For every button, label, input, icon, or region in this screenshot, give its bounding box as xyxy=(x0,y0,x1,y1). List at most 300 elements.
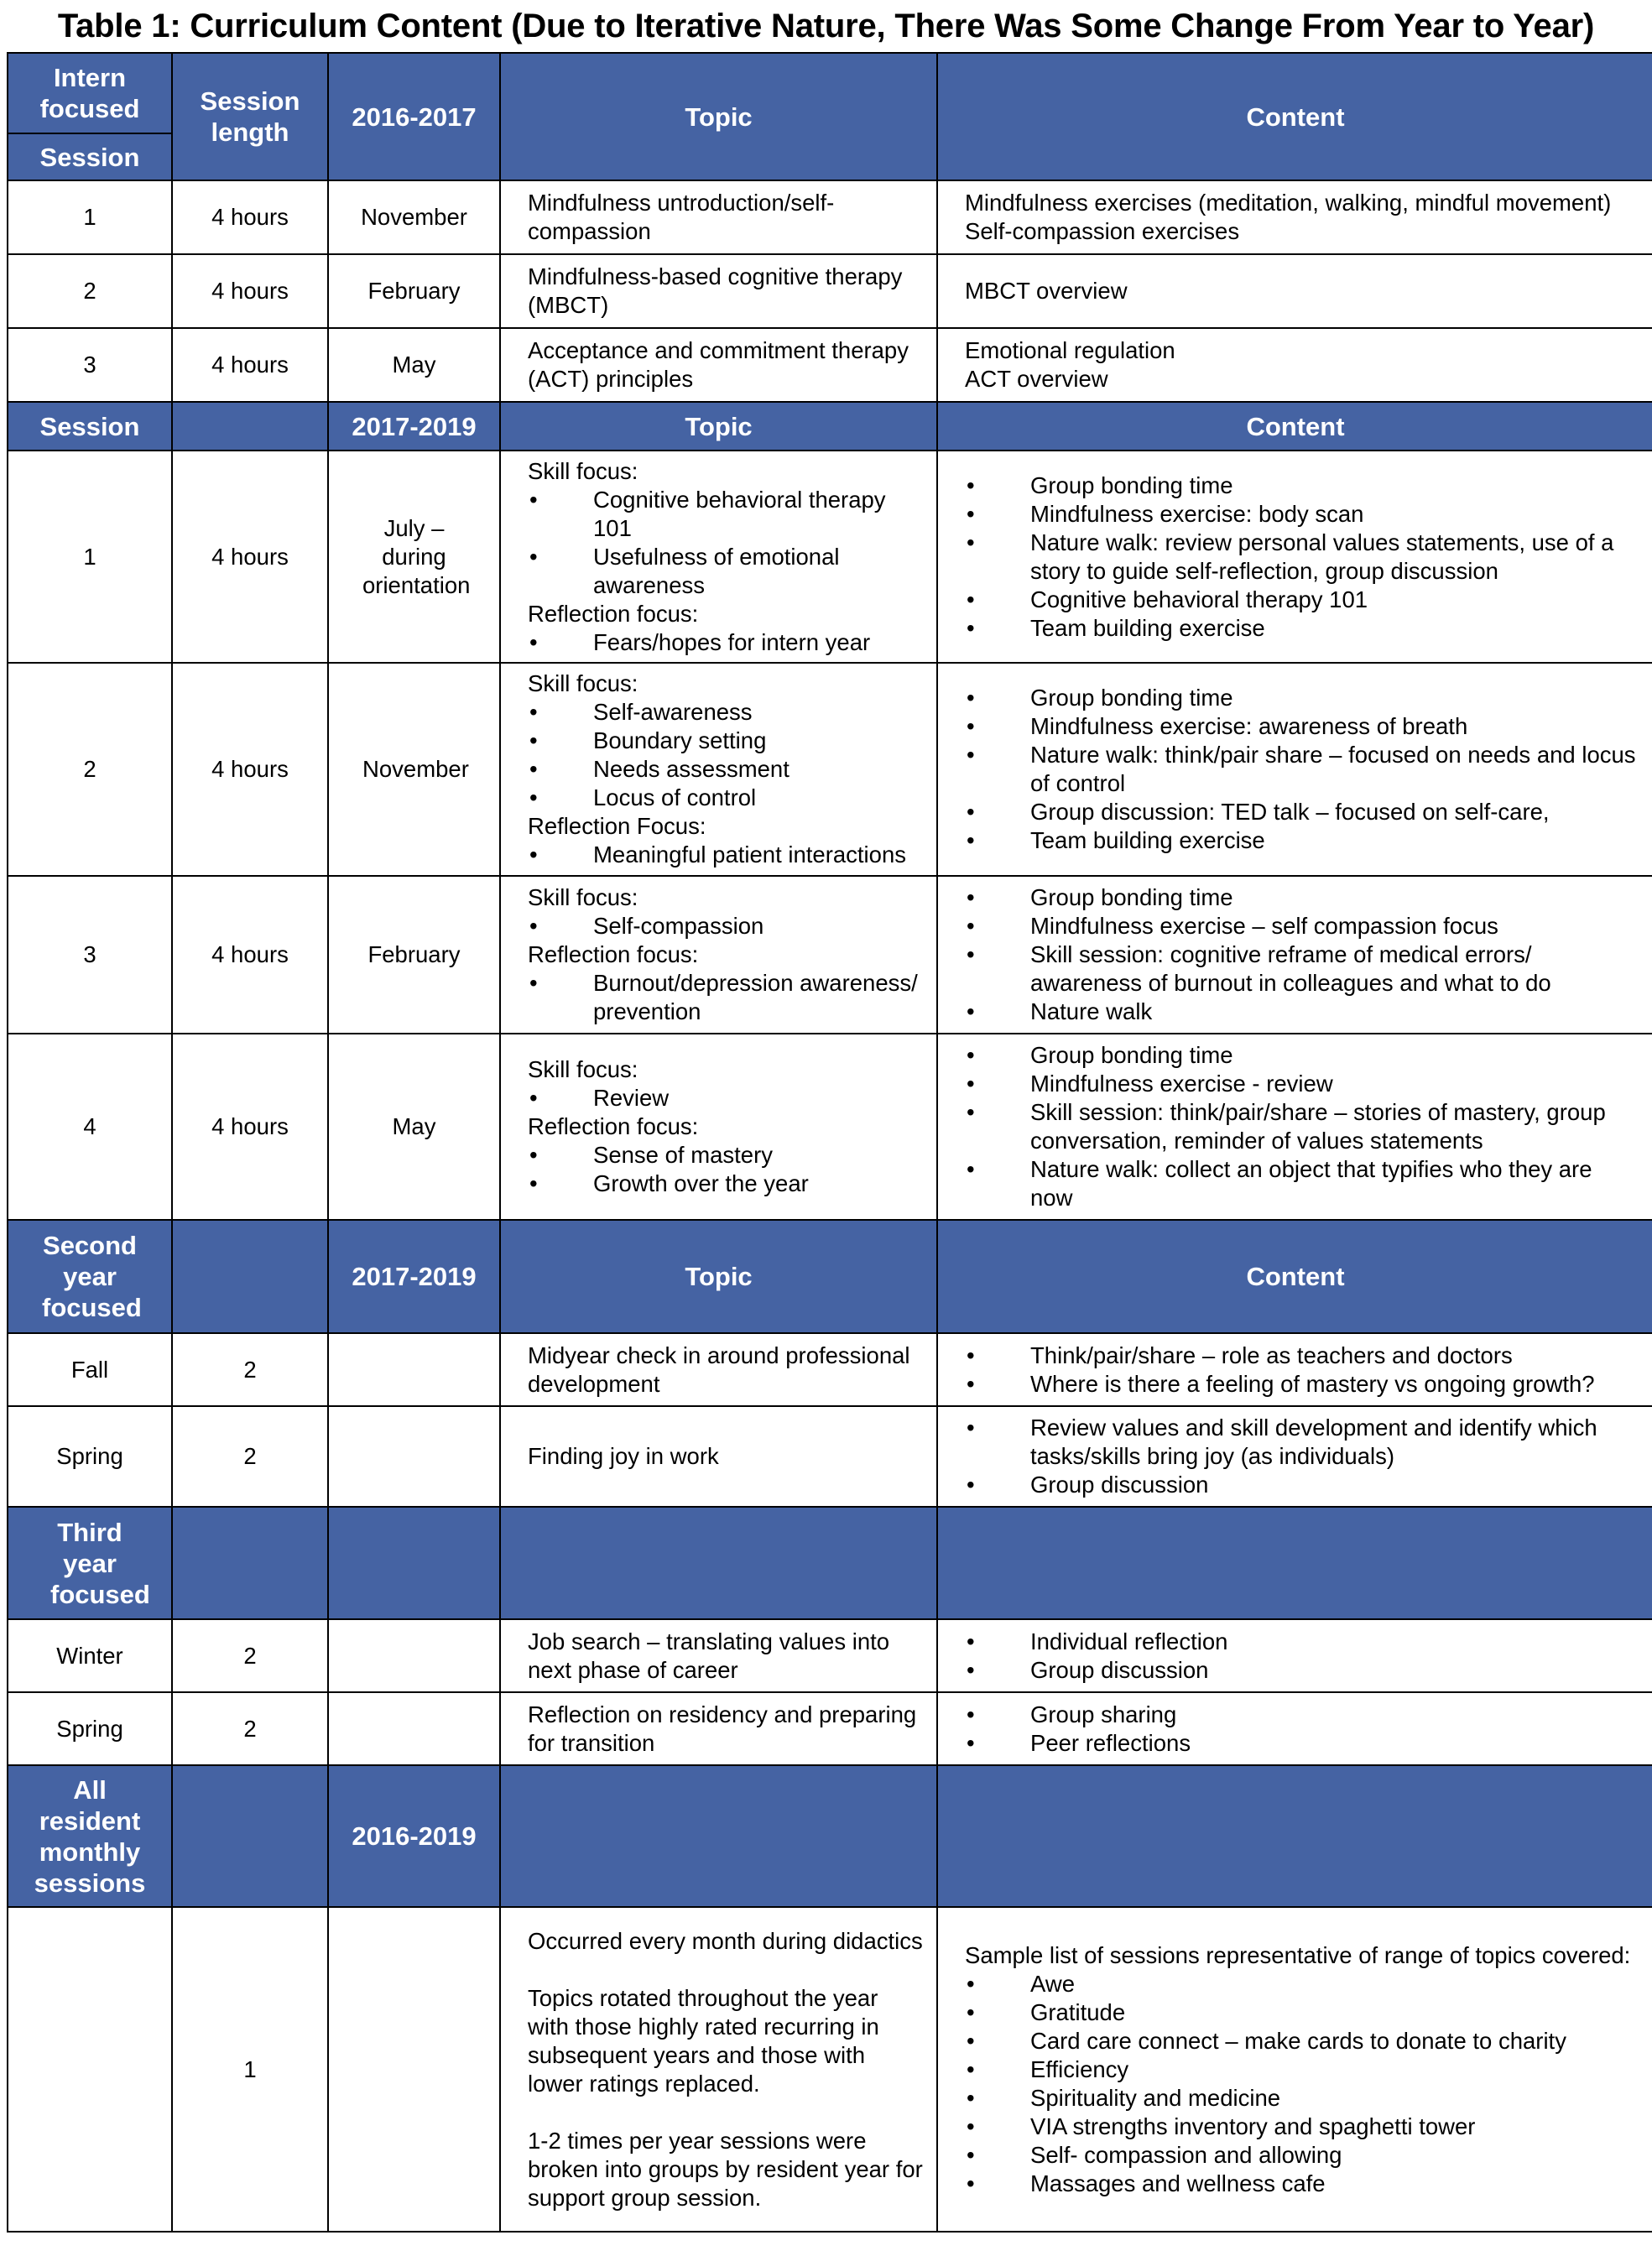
bullet-glyph: • xyxy=(529,970,538,996)
bullet-text: Self-compassion xyxy=(593,913,764,939)
table-cell xyxy=(328,1692,500,1765)
bullet-text: Team building exercise xyxy=(1030,614,1265,641)
table-cell xyxy=(328,1619,500,1692)
table-cell xyxy=(500,254,937,328)
table-cell xyxy=(500,1034,937,1220)
table-cell xyxy=(500,1692,937,1765)
table-cell xyxy=(328,1406,500,1507)
bullet-text: Gratitude xyxy=(1030,1998,1126,2025)
bullet-text: Group bonding time xyxy=(1030,884,1233,910)
table-cell xyxy=(8,254,172,328)
table-cell xyxy=(172,180,328,254)
session-number: 4 xyxy=(83,1113,96,1139)
session-length: 4 hours xyxy=(211,543,289,570)
bullet-glyph: • xyxy=(529,913,538,939)
table-cell xyxy=(937,1034,1652,1220)
session-month: February xyxy=(367,278,461,304)
table-cell xyxy=(500,1406,937,1507)
bullet-text: Sense of mastery xyxy=(593,1142,773,1168)
bullet-text: Group bonding time xyxy=(1030,472,1233,498)
session-term: Fall xyxy=(70,1356,109,1383)
all-resident-header: All resident monthly sessions xyxy=(34,1774,146,1898)
table-cell xyxy=(937,1220,1652,1333)
table-cell xyxy=(500,876,937,1034)
table-row xyxy=(8,1692,1652,1765)
bullet-text: Awe xyxy=(1030,1970,1075,1997)
bullet-text: Fears/hopes for intern year xyxy=(593,628,871,655)
table-row xyxy=(8,1333,1652,1406)
table-cell xyxy=(937,876,1652,1034)
content-header: Content xyxy=(1246,1262,1345,1291)
content-item xyxy=(965,883,1639,912)
session-length: 2 xyxy=(243,1356,257,1383)
topic-text: Mindfulness-based cognitive therapy (MBCT) xyxy=(528,263,903,318)
bullet-glyph: • xyxy=(967,2084,975,2111)
bullet-text: Group discussion xyxy=(1030,1472,1209,1498)
bullet-glyph: • xyxy=(967,1656,975,1683)
table-cell xyxy=(937,328,1652,402)
table-cell xyxy=(172,402,328,451)
skill-item xyxy=(528,912,923,940)
bullet-text: Group bonding time xyxy=(1030,685,1233,711)
session-length: 4 hours xyxy=(211,352,289,378)
table-cell xyxy=(500,1619,937,1692)
bullet-text: Individual reflection xyxy=(1030,1628,1228,1654)
table-cell xyxy=(8,663,172,876)
bullet-glyph: • xyxy=(967,1370,975,1397)
table-cell xyxy=(937,1692,1652,1765)
topic-text: Acceptance and commitment therapy (ACT) principles xyxy=(528,337,909,392)
topic-paragraph: Topics rotated throughout the year with those highly rated recurring in subsequent years and those with lower ratings replaced. xyxy=(528,1984,879,2097)
skill-focus-label: Skill focus: xyxy=(528,670,638,696)
topic-text: Finding joy in work xyxy=(528,1443,719,1469)
skill-item xyxy=(528,1084,923,1112)
table-cell xyxy=(328,1507,500,1619)
content-item xyxy=(965,712,1639,741)
table-row xyxy=(8,1507,1652,1619)
table-cell xyxy=(172,1406,328,1507)
table-cell xyxy=(328,451,500,663)
bullet-text: VIA strengths inventory and spaghetti tower xyxy=(1030,2113,1476,2139)
topic-text: Reflection on residency and preparing for transition xyxy=(528,1701,917,1756)
table-row xyxy=(8,1406,1652,1507)
bullet-glyph: • xyxy=(967,2141,975,2168)
table-cell xyxy=(328,1333,500,1406)
table-cell xyxy=(8,402,172,451)
content-item xyxy=(965,1471,1639,1499)
paragraph-gap xyxy=(528,2098,923,2127)
table-cell xyxy=(500,53,937,180)
content-item xyxy=(965,2141,1639,2170)
table-cell xyxy=(8,53,172,133)
skill-item xyxy=(528,543,923,600)
table-row xyxy=(8,1765,1652,1907)
table-cell xyxy=(937,1333,1652,1406)
bullet-text: Cognitive behavioral therapy 101 xyxy=(593,486,886,541)
bullet-glyph: • xyxy=(967,1729,975,1756)
bullet-glyph: • xyxy=(967,742,975,768)
bullet-glyph: • xyxy=(967,1042,975,1068)
content-item xyxy=(965,1998,1639,2027)
topic-text: Midyear check in around professional development xyxy=(528,1342,910,1397)
bullet-text: Boundary setting xyxy=(593,727,767,753)
table-cell xyxy=(328,180,500,254)
bullet-text: Self-awareness xyxy=(593,699,753,725)
topic-text: Job search – translating values into next phase of career xyxy=(528,1628,890,1683)
table-cell xyxy=(937,53,1652,180)
table-cell xyxy=(172,1692,328,1765)
table-cell xyxy=(172,663,328,876)
content-item xyxy=(965,1729,1639,1758)
bullet-glyph: • xyxy=(967,1970,975,1997)
table-cell xyxy=(937,451,1652,663)
content-item xyxy=(965,684,1639,712)
session-number: 2 xyxy=(83,756,96,782)
session-number: 1 xyxy=(83,204,96,230)
table-row xyxy=(8,1220,1652,1333)
content-item xyxy=(965,614,1639,643)
session-length: 4 hours xyxy=(211,204,289,230)
table-cell xyxy=(937,1619,1652,1692)
table-cell xyxy=(500,1220,937,1333)
table-row xyxy=(8,254,1652,328)
table-cell xyxy=(937,1907,1652,2232)
table-row xyxy=(8,451,1652,663)
session-month: November xyxy=(361,204,467,230)
bullet-glyph: • xyxy=(967,2170,975,2196)
table-cell xyxy=(172,1034,328,1220)
bullet-glyph: • xyxy=(529,699,538,725)
bullet-text: Review xyxy=(593,1085,670,1111)
table-cell xyxy=(328,1907,500,2232)
bullet-text: Group sharing xyxy=(1030,1701,1177,1727)
second-year-header: Second year focused xyxy=(42,1231,142,1322)
bullet-glyph: • xyxy=(967,1415,975,1441)
bullet-text: Usefulness of emotional awareness xyxy=(593,543,840,598)
table-cell xyxy=(500,451,937,663)
bullet-glyph: • xyxy=(967,1156,975,1182)
table-cell xyxy=(8,1220,172,1333)
bullet-glyph: • xyxy=(529,543,538,570)
table-cell xyxy=(328,1034,500,1220)
skill-focus-label: Skill focus: xyxy=(528,1056,638,1082)
reflection-item xyxy=(528,969,923,1026)
session-length: 4 hours xyxy=(211,756,289,782)
years-header: 2017-2019 xyxy=(352,411,477,441)
topic-header: Topic xyxy=(685,102,753,132)
bullet-text: Self- compassion and allowing xyxy=(1030,2141,1342,2168)
table-cell xyxy=(172,1619,328,1692)
table-cell xyxy=(500,1507,937,1619)
table-cell xyxy=(8,876,172,1034)
content-item xyxy=(965,798,1639,826)
topic-paragraph: Occurred every month during didactics xyxy=(528,1927,923,1954)
session-term: Spring xyxy=(56,1715,123,1742)
bullet-text: Mindfulness exercise - review xyxy=(1030,1071,1333,1097)
bullet-text: Group discussion xyxy=(1030,1656,1209,1683)
table-cell xyxy=(937,1765,1652,1907)
table-cell xyxy=(328,1765,500,1907)
paragraph-gap xyxy=(528,1956,923,1984)
content-item xyxy=(965,1370,1639,1399)
bullet-text: Group bonding time xyxy=(1030,1042,1233,1068)
table-cell xyxy=(172,451,328,663)
bullet-text: Card care connect – make cards to donate to charity xyxy=(1030,2027,1566,2054)
table-row xyxy=(8,328,1652,402)
table-cell xyxy=(328,663,500,876)
bullet-glyph: • xyxy=(967,529,975,555)
content-line: ACT overview xyxy=(965,366,1108,392)
session-month: July – during orientation xyxy=(362,514,471,598)
table-cell xyxy=(172,328,328,402)
table-cell xyxy=(328,254,500,328)
bullet-glyph: • xyxy=(529,486,538,513)
content-line: Emotional regulation xyxy=(965,337,1175,363)
content-item xyxy=(965,741,1639,798)
skill-item xyxy=(528,784,923,812)
content-item xyxy=(965,1970,1639,1998)
content-item xyxy=(965,2084,1639,2113)
table-cell xyxy=(8,1507,172,1619)
session-length-header: Session length xyxy=(200,86,300,147)
table-cell xyxy=(937,180,1652,254)
content-item xyxy=(965,826,1639,855)
table-cell xyxy=(8,133,172,180)
bullet-glyph: • xyxy=(967,500,975,527)
bullet-glyph: • xyxy=(967,884,975,910)
table-cell xyxy=(172,1333,328,1406)
content-item xyxy=(965,472,1639,500)
bullet-glyph: • xyxy=(967,685,975,711)
content-item xyxy=(965,1155,1639,1212)
reflection-focus-label: Reflection Focus: xyxy=(528,813,706,839)
bullet-text: Review values and skill development and identify which tasks/skills bring joy (as individuals) xyxy=(1030,1415,1597,1469)
bullet-glyph: • xyxy=(967,827,975,853)
content-item xyxy=(965,1070,1639,1098)
table-cell xyxy=(8,1765,172,1907)
bullet-text: Think/pair/share – role as teachers and doctors xyxy=(1030,1342,1513,1368)
table-row xyxy=(8,402,1652,451)
content-item xyxy=(965,1628,1639,1656)
bullet-glyph: • xyxy=(529,1142,538,1168)
years-header: 2017-2019 xyxy=(352,1262,477,1291)
topic-text: Mindfulness untroduction/self-compassion xyxy=(528,190,835,244)
third-year-header: Third year focused xyxy=(50,1517,150,1609)
bullet-glyph: • xyxy=(529,1170,538,1196)
bullet-glyph: • xyxy=(529,727,538,753)
session-length: 4 hours xyxy=(211,1113,289,1139)
table-cell xyxy=(500,1907,937,2232)
table-cell xyxy=(8,1619,172,1692)
skill-focus-label: Skill focus: xyxy=(528,884,638,910)
session-number: 3 xyxy=(83,941,96,967)
bullet-text: Nature walk xyxy=(1030,998,1153,1024)
session-length: 4 hours xyxy=(211,941,289,967)
bullet-text: Growth over the year xyxy=(593,1170,809,1196)
table-cell xyxy=(8,180,172,254)
table-cell xyxy=(8,1034,172,1220)
table-cell xyxy=(8,1907,172,2232)
bullet-glyph: • xyxy=(967,2113,975,2139)
table-cell xyxy=(172,254,328,328)
bullet-glyph: • xyxy=(967,1342,975,1368)
session-length: 2 xyxy=(243,1642,257,1669)
intern-focused-header: Intern focused xyxy=(39,63,140,123)
session-header: Session xyxy=(39,142,140,172)
bullet-text: Mindfulness exercise – self compassion focus xyxy=(1030,913,1498,939)
content-line: Self-compassion exercises xyxy=(965,218,1240,244)
reflection-focus-label: Reflection focus: xyxy=(528,600,699,627)
curriculum-table xyxy=(7,52,1652,2233)
table-cell xyxy=(328,328,500,402)
years-header: 2016-2019 xyxy=(352,1821,477,1851)
bullet-glyph: • xyxy=(967,1998,975,2025)
bullet-text: Where is there a feeling of mastery vs ongoing growth? xyxy=(1030,1370,1595,1397)
content-item xyxy=(965,1656,1639,1685)
content-item xyxy=(965,1701,1639,1729)
table-cell xyxy=(500,328,937,402)
bullet-glyph: • xyxy=(967,998,975,1024)
bullet-glyph: • xyxy=(967,1701,975,1727)
session-number: 2 xyxy=(83,278,96,304)
content-item xyxy=(965,1414,1639,1471)
skill-item xyxy=(528,486,923,543)
table-cell xyxy=(8,451,172,663)
skill-item xyxy=(528,698,923,727)
session-term: Winter xyxy=(56,1642,123,1669)
table-cell xyxy=(500,1333,937,1406)
session-month: May xyxy=(392,1113,436,1139)
bullet-glyph: • xyxy=(967,2027,975,2054)
skill-item xyxy=(528,727,923,755)
table-cell xyxy=(172,53,328,180)
table-row xyxy=(8,663,1652,876)
content-line: Mindfulness exercises (meditation, walking, mindful movement) xyxy=(965,190,1612,216)
bullet-text: Group discussion: TED talk – focused on self-care, xyxy=(1030,799,1550,825)
bullet-glyph: • xyxy=(529,628,538,655)
skill-item xyxy=(528,755,923,784)
table-cell xyxy=(937,1507,1652,1619)
topic-header: Topic xyxy=(685,411,753,441)
reflection-focus-label: Reflection focus: xyxy=(528,1113,699,1139)
table-row xyxy=(8,1034,1652,1220)
bullet-glyph: • xyxy=(967,1071,975,1097)
bullet-text: Meaningful patient interactions xyxy=(593,841,907,867)
bullet-glyph: • xyxy=(967,799,975,825)
bullet-glyph: • xyxy=(529,841,538,867)
content-item xyxy=(965,2027,1639,2055)
bullet-text: Mindfulness exercise: awareness of breath xyxy=(1030,713,1468,739)
session-length: 1 xyxy=(243,2055,257,2082)
bullet-text: Massages and wellness cafe xyxy=(1030,2170,1326,2196)
table-cell xyxy=(172,1507,328,1619)
table-row xyxy=(8,53,1652,133)
table-title: Table 1: Curriculum Content (Due to Iterative Nature, There Was Some Change From Year to Year) xyxy=(57,8,1595,44)
reflection-item xyxy=(528,1170,923,1198)
content-item xyxy=(965,529,1639,586)
skill-focus-label: Skill focus: xyxy=(528,457,638,484)
content-item xyxy=(965,912,1639,940)
table-cell xyxy=(172,1220,328,1333)
session-month: May xyxy=(392,352,436,378)
table-cell xyxy=(937,254,1652,328)
table-cell xyxy=(172,876,328,1034)
session-term: Spring xyxy=(56,1443,123,1469)
bullet-glyph: • xyxy=(967,2055,975,2082)
bullet-text: Skill session: think/pair/share – stories of mastery, group conversation, reminder of values statements xyxy=(1030,1099,1606,1154)
bullet-glyph: • xyxy=(967,472,975,498)
table-cell xyxy=(937,663,1652,876)
bullet-glyph: • xyxy=(529,784,538,810)
table-cell xyxy=(8,328,172,402)
session-number: 1 xyxy=(83,543,96,570)
table-cell xyxy=(8,1333,172,1406)
content-item xyxy=(965,998,1639,1026)
bullet-glyph: • xyxy=(967,941,975,967)
table-cell xyxy=(937,1406,1652,1507)
bullet-text: Nature walk: review personal values statements, use of a story to guide self-reflection, group discussion xyxy=(1030,529,1614,584)
content-header: Content xyxy=(1246,102,1345,132)
bullet-text: Peer reflections xyxy=(1030,1729,1191,1756)
reflection-focus-label: Reflection focus: xyxy=(528,941,699,967)
bullet-text: Nature walk: collect an object that typifies who they are now xyxy=(1030,1156,1592,1211)
years-header: 2016-2017 xyxy=(352,102,477,132)
content-item xyxy=(965,2055,1639,2084)
bullet-text: Locus of control xyxy=(593,784,757,810)
reflection-item xyxy=(528,841,923,869)
table-cell xyxy=(8,1692,172,1765)
table-cell xyxy=(328,402,500,451)
bullet-text: Skill session: cognitive reframe of medical errors/ awareness of burnout in colleagues and what to do xyxy=(1030,941,1551,996)
content-item xyxy=(965,2170,1639,2198)
content-item xyxy=(965,586,1639,614)
content-item xyxy=(965,1342,1639,1370)
table-cell xyxy=(500,402,937,451)
content-item xyxy=(965,500,1639,529)
bullet-glyph: • xyxy=(967,586,975,612)
table-cell xyxy=(8,1406,172,1507)
table-cell xyxy=(328,1220,500,1333)
bullet-glyph: • xyxy=(967,913,975,939)
bullet-text: Efficiency xyxy=(1030,2055,1129,2082)
session-month: November xyxy=(362,756,469,782)
content-intro: Sample list of sessions representative of range of topics covered: xyxy=(965,1941,1631,1968)
session-length: 2 xyxy=(243,1715,257,1742)
session-length: 2 xyxy=(243,1443,257,1469)
table-cell xyxy=(328,876,500,1034)
bullet-text: Burnout/depression awareness/ prevention xyxy=(593,970,918,1024)
table-cell xyxy=(500,1765,937,1907)
bullet-text: Spirituality and medicine xyxy=(1030,2084,1281,2111)
topic-paragraph: 1-2 times per year sessions were broken into groups by resident year for support group session. xyxy=(528,2127,923,2211)
content-item xyxy=(965,1041,1639,1070)
table-row xyxy=(8,180,1652,254)
content-item xyxy=(965,2113,1639,2141)
table-row xyxy=(8,1907,1652,2232)
content-item xyxy=(965,1098,1639,1155)
bullet-glyph: • xyxy=(967,713,975,739)
table-cell xyxy=(500,180,937,254)
bullet-text: Cognitive behavioral therapy 101 xyxy=(1030,586,1368,612)
bullet-glyph: • xyxy=(967,1099,975,1125)
topic-header: Topic xyxy=(685,1262,753,1291)
table-row xyxy=(8,876,1652,1034)
table-cell xyxy=(328,53,500,180)
bullet-glyph: • xyxy=(529,756,538,782)
table-cell xyxy=(937,402,1652,451)
bullet-glyph: • xyxy=(967,1472,975,1498)
reflection-item xyxy=(528,1141,923,1170)
